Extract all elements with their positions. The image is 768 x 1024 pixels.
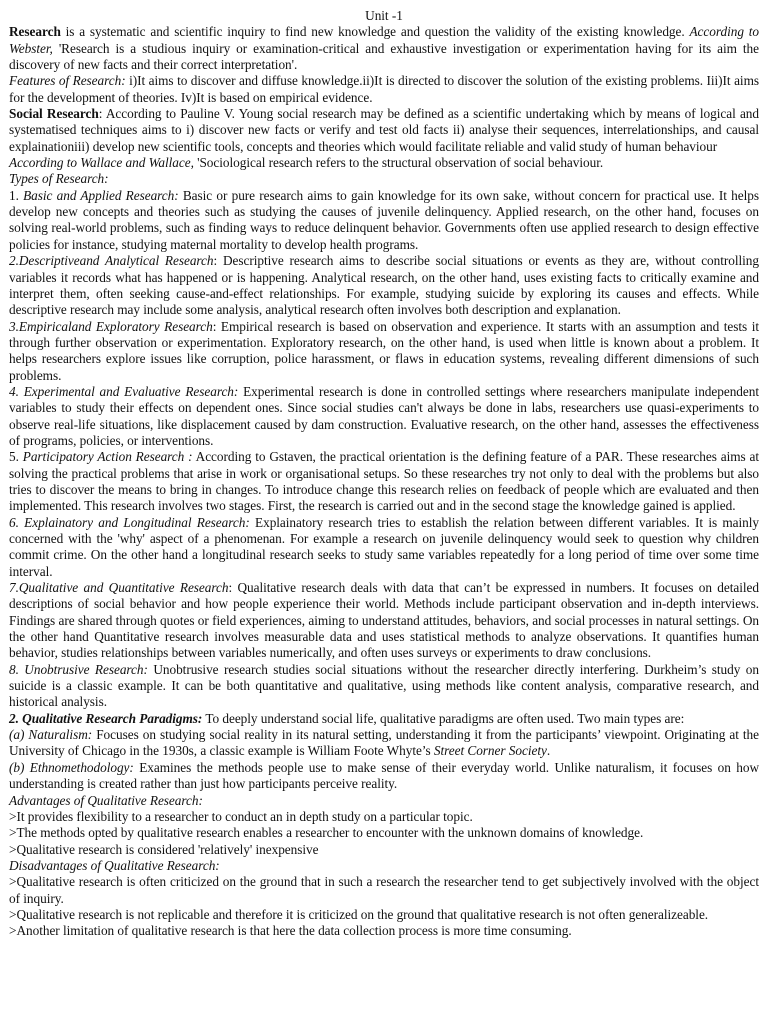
wallace-text: 'Sociological research refers to the structural observation of social behaviour. bbox=[193, 155, 604, 171]
naturalism-label: (a) Naturalism: bbox=[9, 727, 93, 743]
list-item: >Qualitative research is often criticized on the ground that in such a research the researcher tend to get subjectively involved with the object of inquiry. bbox=[9, 874, 759, 906]
wallace-paragraph bbox=[9, 155, 759, 171]
type-label: 8. Unobtrusive Research: bbox=[9, 661, 148, 677]
book-title: Street Corner Society bbox=[433, 743, 547, 759]
webster-citation: According to Webster, bbox=[9, 24, 759, 56]
features-paragraph bbox=[9, 73, 759, 106]
type-text: : Descriptive research aims to describe social situations or events as they are, without controlling variables it records what has happened or is happening. Analytical research, on the other hand, uses existing facts to critically examine and interpret them, often seeking cause-and-effect relationships. For example, studying suicide by exploring its causes and effects. While descriptive research may include some analysis, analytical research often involves both description and explanation. bbox=[9, 253, 760, 318]
type-paragraph bbox=[9, 319, 759, 384]
ethnomethodology-text: Examines the methods people use to make sense of their everyday world. Unlike naturalism, it focuses on how understanding is created rather than just how participants perceive reality. bbox=[9, 759, 760, 792]
advantages-heading bbox=[9, 793, 759, 809]
type-label: 2.Descriptiveand Analytical Research bbox=[9, 253, 214, 269]
list-item: >Qualitative research is considered 'relatively' inexpensive bbox=[9, 841, 319, 857]
research-term: Research bbox=[9, 24, 61, 40]
paradigms-heading: 2. Qualitative Research Paradigms: bbox=[9, 710, 203, 726]
features-label: Features of Research: bbox=[9, 73, 126, 89]
type-paragraph bbox=[9, 580, 759, 662]
type-label: Participatory Action Research : bbox=[22, 449, 193, 465]
social-research-text: : According to Pauline V. Young social research may be defined as a scientific undertaking which by means of logical and systematised techniques aims to i) discover new facts or verify and test old facts ii) analyse their sequences, interrelationships, and causal explainationiii) develop new scientific tools, concepts and theories which would facilitate reliable and valid study of human behaviour bbox=[9, 106, 759, 154]
type-label: 6. Explainatory and Longitudinal Research: bbox=[9, 514, 250, 530]
disadvantages-heading-text: Disadvantages of Qualitative Research: bbox=[9, 857, 220, 873]
naturalism-paragraph bbox=[9, 727, 759, 760]
type-paragraph bbox=[9, 662, 759, 711]
paradigms-paragraph bbox=[9, 711, 759, 727]
type-paragraph bbox=[9, 515, 759, 580]
advantages-heading-text: Advantages of Qualitative Research: bbox=[9, 792, 203, 808]
type-text: Basic or pure research aims to gain knowledge for its own sake, without concern for practical use. It helps develop new concepts and theories such as studying the causes of juvenile delinquency. Applied research, on the other hand, focuses on solving real-world problems, such as finding ways to reduce delinquent behavior. Governments often use applied research to design effective policies for instance, studying maternal mortality to develop health programs. bbox=[9, 187, 759, 252]
naturalism-end: . bbox=[546, 743, 551, 759]
type-paragraph bbox=[9, 384, 759, 449]
types-heading bbox=[9, 171, 759, 187]
type-text: Explainatory research tries to establish the relation between different variables. It is mainly concerned with the 'why' aspect of a phenomenan. For example a research on juvenile delinquency would seek to question why children commit crime. On the other hand a longitudinal research seeks to study same variables repeatedly for a long period of time over some time interval. bbox=[9, 514, 760, 579]
ethnomethodology-paragraph bbox=[9, 760, 759, 793]
wallace-citation: According to Wallace and Wallace, bbox=[9, 155, 194, 171]
social-research-term: Social Research bbox=[9, 106, 99, 122]
type-number: 5. bbox=[9, 449, 23, 465]
type-text: : Qualitative research deals with data that can’t be expressed in numbers. It focuses on detailed descriptions of social behavior and how people experience their world. Methods include participant observation and in-depth interviews. Findings are shared through quotes or field experiences, aiming to understand attitudes, behaviors, and social processes in natural settings. On the other hand Quantitative research involves measurable data and uses statistical methods to analyze observations. It quantifies human behavior, studies relationships between variables numerically, and often uses surveys or experiments to draw conclusions. bbox=[9, 580, 759, 661]
type-number: 1. bbox=[9, 187, 24, 203]
type-label: Basic and Applied Research: bbox=[23, 187, 179, 203]
research-definition-text: is a systematic and scientific inquiry to find new knowledge and question the validity of the existing knowledge. bbox=[60, 24, 690, 40]
features-text: i)It aims to discover and diffuse knowledge.ii)It is directed to discover the solution of the existing problems. Iii)It aims for the development of theories. Iv)It is based on empirical evidence. bbox=[9, 73, 759, 105]
types-heading-text: Types of Research: bbox=[9, 171, 109, 187]
disadvantages-heading bbox=[9, 858, 759, 874]
unit-title: Unit -1 bbox=[365, 8, 403, 23]
naturalism-text: Focuses on studying social reality in its natural setting, understanding it from the participants’ viewpoint. Originating at the University of Chicago in the 1930s, a classic example is William Foote Whyte’s bbox=[9, 727, 759, 759]
list-item: >Qualitative research is not replicable and therefore it is criticized on the ground that qualitative research is not often generalizeable. bbox=[9, 906, 709, 922]
type-paragraph bbox=[9, 188, 759, 253]
type-text: Unobtrusive research studies social situations without the researcher directly interfering. Durkheim’s study on suicide is a classic example. It can be both quantitative and qualitative, using methods like content analysis, comparative research, and historical analysis. bbox=[9, 661, 759, 710]
paradigms-text: To deeply understand social life, qualitative paradigms are often used. Two main types are: bbox=[202, 710, 685, 726]
type-text: According to Gstaven, the practical orientation is the defining feature of a PAR. These researches aims at solving the practical problems that arise in work or organisational setups. So these researches try not only to deal with the problems but also tries to discover the means to bring in changes. To introduce change this research relies on feedback of people which are evaluated and then implemented. This research involves two stages. First, the research is carried out and in the second stage the knowledge gained is applied. bbox=[9, 449, 759, 514]
research-definition-paragraph bbox=[9, 24, 759, 73]
ethnomethodology-label: (b) Ethnomethodology: bbox=[9, 759, 134, 775]
type-label: 7.Qualitative and Quantitative Research bbox=[9, 580, 229, 596]
list-item: >The methods opted by qualitative research enables a researcher to encounter with the unknown domains of knowledge. bbox=[9, 825, 644, 841]
type-text: : Empirical research is based on observation and experience. It starts with an assumption and tests it through further observation or experimentation. Exploratory research, on the other hand, is used when little is known about a problem. It helps researchers explore issues like corruption, police harassment, or flaws in education systems, revealing different dimensions of such problems. bbox=[9, 318, 759, 383]
social-research-paragraph bbox=[9, 106, 759, 155]
webster-definition-text: 'Research is a studious inquiry or examination-critical and exhaustive investigation or experimentation having for its aim the discovery of new facts and their correct interpretation'. bbox=[9, 40, 759, 73]
type-paragraph bbox=[9, 449, 759, 514]
list-item: >Another limitation of qualitative research is that here the data collection process is more time consuming. bbox=[9, 923, 572, 939]
type-paragraph bbox=[9, 253, 759, 318]
type-text: Experimental research is done in controlled settings where researchers manipulate independent variables to study their effects on dependent ones. Since social studies can't always be done in labs, researchers use quasi-experiments to observe real-life situations, like displacement caused by dam construction. Evaluative research, on the other hand, assesses the effectiveness of programs, policies, or interventions. bbox=[9, 383, 759, 448]
type-label: 4. Experimental and Evaluative Research: bbox=[9, 383, 239, 399]
type-label: 3.Empiricaland Exploratory Research bbox=[9, 318, 213, 334]
list-item: >It provides flexibility to a researcher to conduct an in depth study on a particular topic. bbox=[9, 808, 473, 824]
